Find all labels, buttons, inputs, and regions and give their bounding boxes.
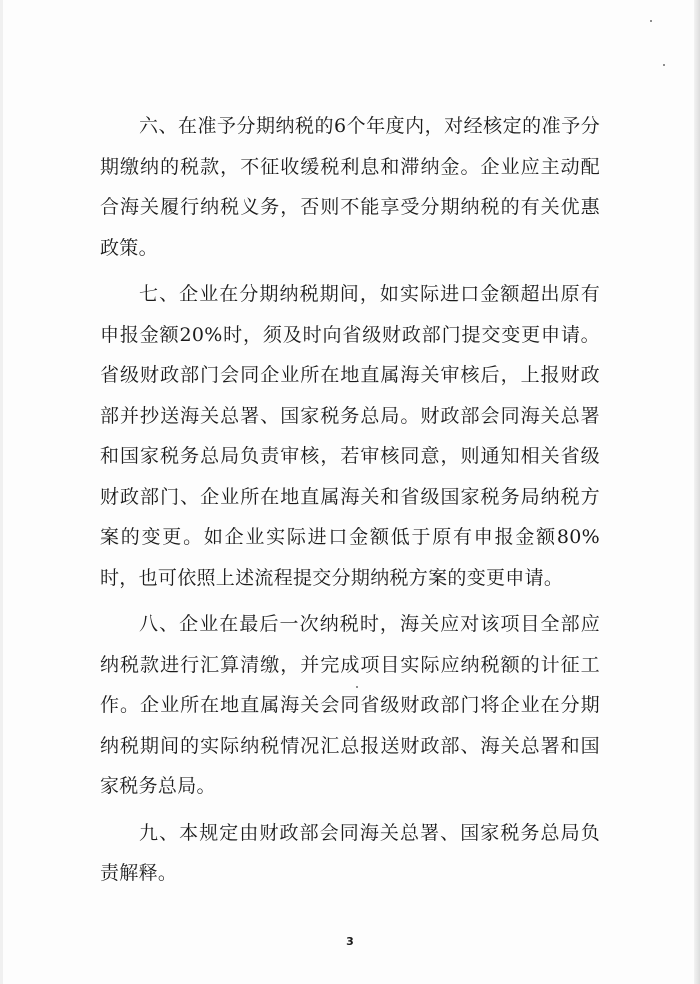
paragraph-article-9: 九、本规定由财政部会同海关总署、国家税务总局负责解释。	[100, 821, 600, 884]
paragraph-article-8: 八、企业在最后一次纳税时，海关应对该项目全部应纳税款进行汇算清缴，并完成项目实际应纳税额的计征工作。企业所在地直属海关会同省级财政部门将企业在分期纳税期间的实际纳税情况汇总报送财政部、海关总署和国家税务总局。	[100, 613, 600, 797]
scan-speck	[650, 20, 652, 22]
page-number: 3	[346, 935, 354, 948]
scan-speck	[663, 64, 665, 66]
scan-speck	[356, 686, 358, 688]
paragraph-article-6: 六、在准予分期纳税的6个年度内，对经核定的准予分期缴纳的税款，不征收缓税利息和滞纳金。企业应主动配合海关履行纳税义务，否则不能享受分期纳税的有关优惠政策。	[100, 115, 600, 259]
scan-left-edge	[0, 0, 3, 984]
paragraph-article-7: 七、企业在分期纳税期间，如实际进口金额超出原有申报金额20%时，须及时向省级财政部门提交变更申请。省级财政部门会同企业所在地直属海关审核后，上报财政部并抄送海关总署、国家税务总局。财政部会同海关总署和国家税务总局负责审核，若审核同意，则通知相关省级财政部门、企业所在地直属海关和省级国家税务局纳税方案的变更。如企业实际进口金额低于原有申报金额80%时，也可依照上述流程提交分期纳税方案的变更申请。	[100, 283, 600, 589]
scan-right-edge	[694, 0, 700, 984]
document-body	[100, 106, 600, 900]
